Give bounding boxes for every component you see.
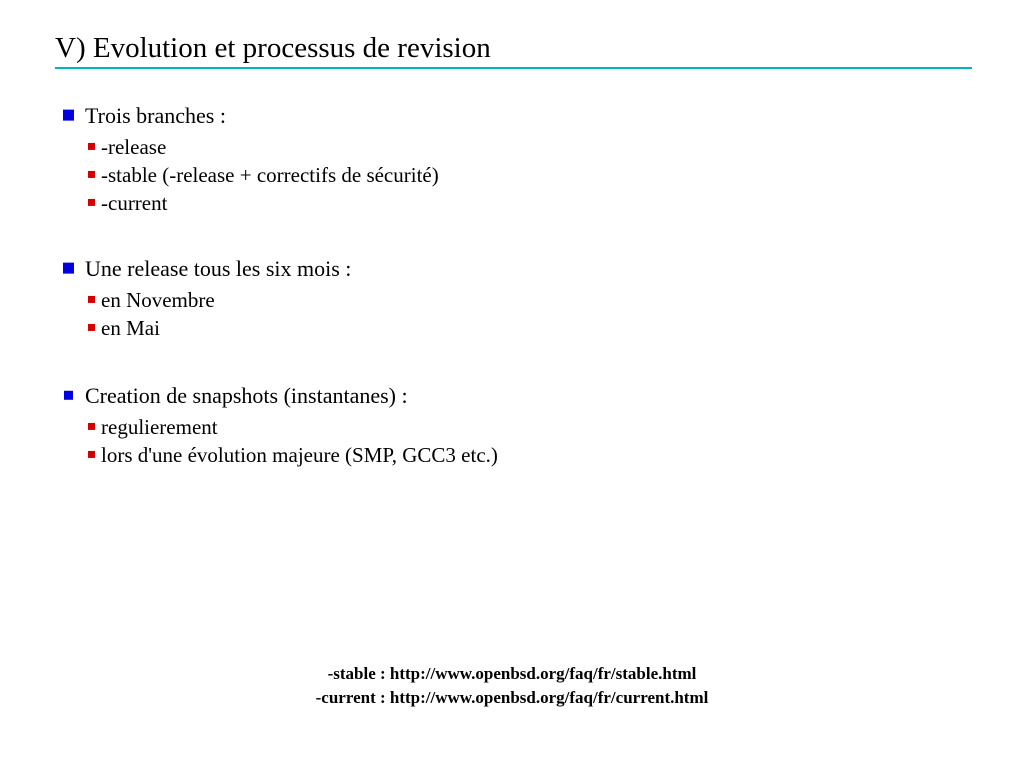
footer-current-url: -current : http://www.openbsd.org/faq/fr/current.html (315, 687, 709, 707)
bullet-heading-text: Une release tous les six mois : (85, 256, 352, 281)
footer-stable-url: -stable : http://www.openbsd.org/faq/fr/stable.html (327, 664, 697, 683)
bullet-heading (63, 254, 1004, 284)
blue-square-bullet-icon (63, 110, 74, 121)
sub-bullet-item (63, 133, 1004, 161)
slide-title: V) Evolution et processus de revision (55, 32, 491, 64)
sub-bullet-item (63, 286, 1004, 314)
red-square-bullet-icon (88, 296, 95, 303)
red-square-bullet-icon (88, 199, 95, 206)
sub-bullet-item (63, 413, 1004, 441)
bullet-heading-text: Trois branches : (85, 103, 226, 128)
title-underline (55, 67, 972, 69)
red-square-bullet-icon (88, 423, 95, 430)
sub-bullet-text: -stable (-release + correctifs de sécurité) (101, 163, 439, 187)
red-square-bullet-icon (88, 324, 95, 331)
sub-bullet-text: lors d'une évolution majeure (SMP, GCC3 etc.) (101, 443, 498, 467)
sub-bullet-text: -current (101, 191, 168, 215)
bullet-group-branches (63, 101, 1004, 217)
sub-bullet-list (63, 133, 1004, 217)
blue-square-bullet-icon (64, 391, 73, 400)
red-square-bullet-icon (88, 143, 95, 150)
blue-square-bullet-icon (63, 263, 74, 274)
red-square-bullet-icon (88, 451, 95, 458)
bullet-heading-text: Creation de snapshots (instantanes) : (85, 383, 408, 408)
sub-bullet-text: en Mai (101, 316, 160, 340)
sub-bullet-item (63, 189, 1004, 217)
sub-bullet-item (63, 161, 1004, 189)
slide-footer (0, 662, 1024, 709)
sub-bullet-list (63, 413, 1004, 469)
bullet-group-snapshots (63, 381, 1004, 469)
bullet-group-release-cycle (63, 254, 1004, 342)
sub-bullet-item (63, 441, 1004, 469)
sub-bullet-list (63, 286, 1004, 342)
sub-bullet-text: en Novembre (101, 288, 215, 312)
bullet-heading (63, 101, 1004, 131)
sub-bullet-text: -release (101, 135, 167, 159)
bullet-heading (63, 381, 1004, 411)
red-square-bullet-icon (88, 171, 95, 178)
sub-bullet-text: regulierement (101, 415, 218, 439)
sub-bullet-item (63, 314, 1004, 342)
